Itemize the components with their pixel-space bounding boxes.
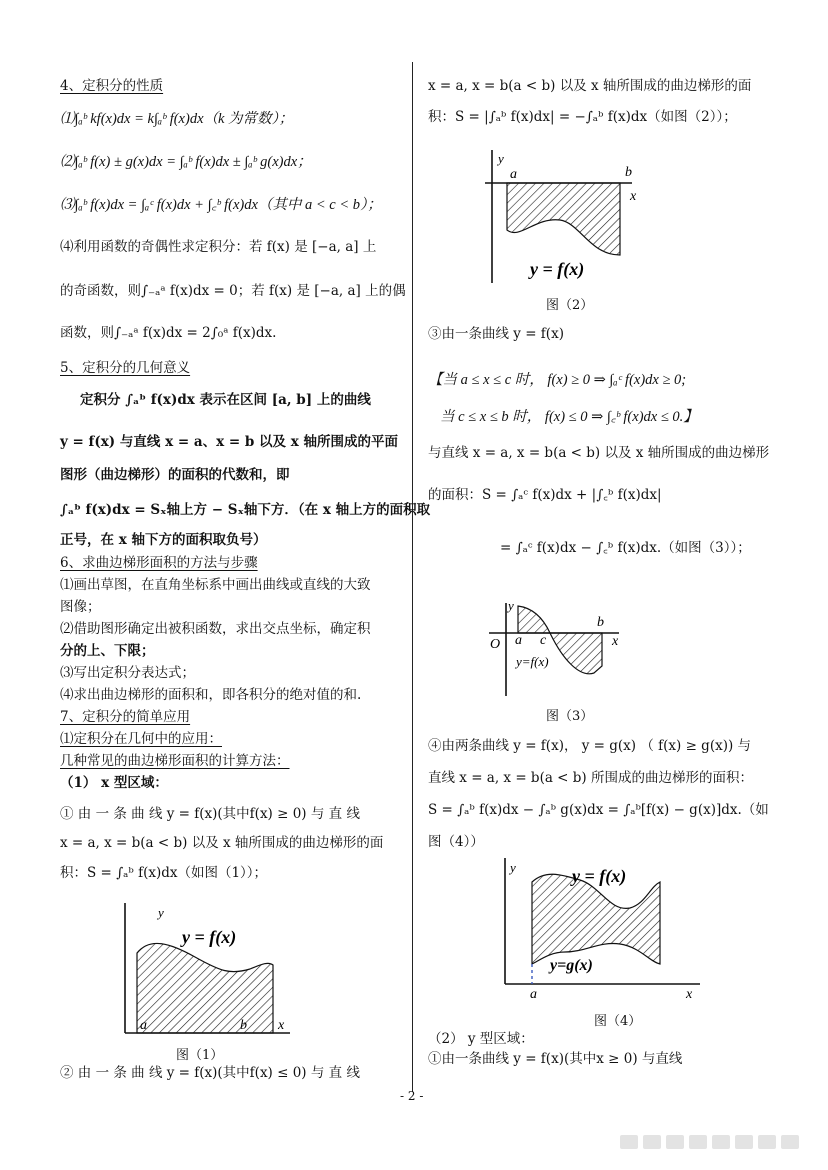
property-1: ⑴∫ₐᵇ kf(x)dx = k∫ₐᵇ f(x)dx（k 为常数）； (60, 111, 294, 127)
case-1-line3: 积：S = ∫ₐᵇ f(x)dx（如图（1））； (60, 865, 268, 881)
section-7-heading: 7、定积分的简单应用 (60, 709, 191, 725)
x-axis-label: x (630, 189, 637, 204)
y-axis-label: y (508, 598, 514, 613)
case-4-line2: 直线 x = a, x = b(a < b) 所围成的曲边梯形的面积： (428, 770, 753, 786)
case-3-line3: 的面积：S = ∫ₐᶜ f(x)dx + |∫꜀ᵇ f(x)dx| (428, 487, 662, 503)
b-label: b (597, 615, 604, 630)
y-axis-label: y (510, 860, 516, 875)
step-2-line2: 分的上、下限； (60, 643, 155, 659)
figure-3-caption: 图（3） (546, 709, 594, 724)
a-label: a (530, 987, 537, 1002)
section-7-sub2: 几种常见的曲边梯形面积的计算方法： (60, 753, 290, 769)
figure-1 (110, 895, 300, 1050)
a-label: a (140, 1018, 147, 1033)
shaded-region-above (518, 606, 550, 633)
a-label: a (510, 167, 517, 182)
property-2: ⑵∫ₐᵇ f(x) ± g(x)dx = ∫ₐᵇ f(x)dx ± ∫ₐᵇ g(x)dx； (60, 154, 312, 170)
step-3: ⑶写出定积分表达式； (60, 665, 195, 681)
f-function-label: y = f(x) (572, 866, 627, 886)
function-label: y = f(x) (182, 927, 237, 947)
shaded-region (532, 874, 660, 964)
case-3-line1: ③由一条曲线 y = f(x) (428, 326, 564, 342)
function-label: y = f(x) (530, 259, 585, 279)
shaded-region (507, 183, 620, 255)
shaded-region (137, 943, 273, 1033)
case-2-line2: x = a, x = b(a < b) 以及 x 轴所围成的曲边梯形的面 (428, 78, 752, 94)
case-1-line2: x = a, x = b(a < b) 以及 x 轴所围成的曲边梯形的面 (60, 835, 384, 851)
shaded-region-below (550, 633, 602, 674)
figure-2 (480, 145, 640, 285)
a-label: a (515, 633, 522, 648)
case-3-bracket-line2: 当 c ≤ x ≤ b 时， f(x) ≤ 0 ⇒ ∫꜀ᵇ f(x)dx ≤ 0.】 (440, 409, 698, 425)
property-4-line3: 函数，则∫₋ₐᵃ f(x)dx = 2∫₀ᵃ f(x)dx. (60, 325, 277, 341)
case-3-line4: = ∫ₐᶜ f(x)dx − ∫꜀ᵇ f(x)dx.（如图（3））； (500, 540, 751, 556)
case-1-line1: ① 由 一 条 曲 线 y = f(x)(其中f(x) ≥ 0) 与 直 线 (60, 806, 360, 822)
section-5-heading: 5、定积分的几何意义 (60, 360, 191, 376)
step-1-line2: 图像； (60, 599, 101, 615)
case-3-bracket-line1: 【当 a ≤ x ≤ c 时， f(x) ≥ 0 ⇒ ∫ₐᶜ f(x)dx ≥ 0; (428, 372, 687, 388)
step-4: ⑷求出曲边梯形的面积和，即各积分的绝对值的和. (60, 687, 362, 703)
y-axis-label: y (158, 905, 164, 920)
figure-4-caption: 图（4） (594, 1014, 642, 1029)
y-axis-label: y (498, 151, 504, 166)
case-2-line1: ② 由 一 条 曲 线 y = f(x)(其中f(x) ≤ 0) 与 直 线 (60, 1065, 360, 1081)
page-number: - 2 - (400, 1089, 424, 1103)
y-case-1-line1: ①由一条曲线 y = f(x)(其中x ≥ 0) 与直线 (428, 1051, 683, 1067)
x-axis-label: x (612, 634, 619, 649)
step-1-line1: ⑴画出草图，在直角坐标系中画出曲线或直线的大致 (60, 577, 371, 593)
x-region-heading: （1） x 型区域： (60, 775, 168, 791)
case-4-line3: S = ∫ₐᵇ f(x)dx − ∫ₐᵇ g(x)dx = ∫ₐᵇ[f(x) − g(x)]dx.（如 (428, 802, 769, 818)
property-4-line2: 的奇函数，则∫₋ₐᵃ f(x)dx = 0；若 f(x) 是 [−a, a] 上的偶 (60, 283, 406, 299)
section-4-heading: 4、定积分的性质 (60, 78, 164, 94)
watermark (620, 1134, 820, 1160)
figure-3 (484, 598, 629, 698)
figure-1-caption: 图（1） (176, 1048, 224, 1063)
b-label: b (240, 1018, 247, 1033)
case-3-line2: 与直线 x = a, x = b(a < b) 以及 x 轴所围成的曲边梯形 (428, 445, 770, 461)
section-7-sub1: ⑴定积分在几何中的应用： (60, 731, 222, 747)
case-4-line4: 图（4）） (428, 834, 484, 850)
geometric-meaning-line4: ∫ₐᵇ f(x)dx = Sₓ轴上方 − Sₓ轴下方．（在 x 轴上方的面积取 (60, 502, 431, 518)
section-6-heading: 6、求曲边梯形面积的方法与步骤 (60, 555, 258, 571)
b-label: b (625, 165, 632, 180)
figure-4 (490, 852, 710, 1002)
step-2-line1: ⑵借助图形确定出被积函数，求出交点坐标，确定积 (60, 621, 371, 637)
function-label: y=f(x) (516, 654, 549, 669)
property-3: ⑶∫ₐᵇ f(x)dx = ∫ₐᶜ f(x)dx + ∫꜀ᵇ f(x)dx（其中 a < c < b）； (60, 197, 382, 213)
y-region-heading: （2） y 型区域： (428, 1031, 534, 1047)
geometric-meaning-line1: 定积分 ∫ₐᵇ f(x)dx 表示在区间 [a, b] 上的曲线 (80, 392, 371, 408)
property-4-line1: ⑷利用函数的奇偶性求定积分：若 f(x) 是 [−a, a] 上 (60, 239, 377, 255)
case-2-line3: 积：S = |∫ₐᵇ f(x)dx| = −∫ₐᵇ f(x)dx（如图（2））； (428, 109, 737, 125)
x-axis-label: x (278, 1018, 285, 1033)
column-divider (412, 62, 413, 1092)
g-function-label: y=g(x) (550, 957, 593, 974)
case-4-line1: ④由两条曲线 y = f(x)， y = g(x) （ f(x) ≥ g(x)) 与 (428, 738, 752, 754)
geometric-meaning-line2: y = f(x) 与直线 x = a、x = b 以及 x 轴所围成的平面 (60, 434, 398, 450)
figure-2-caption: 图（2） (546, 298, 594, 313)
geometric-meaning-line3: 图形（曲边梯形）的面积的代数和，即 (60, 467, 290, 483)
origin-label: O (490, 637, 501, 652)
geometric-meaning-line5: 正号，在 x 轴下方的面积取负号） (60, 532, 267, 548)
x-axis-label: x (686, 987, 693, 1002)
c-label: c (540, 633, 547, 648)
